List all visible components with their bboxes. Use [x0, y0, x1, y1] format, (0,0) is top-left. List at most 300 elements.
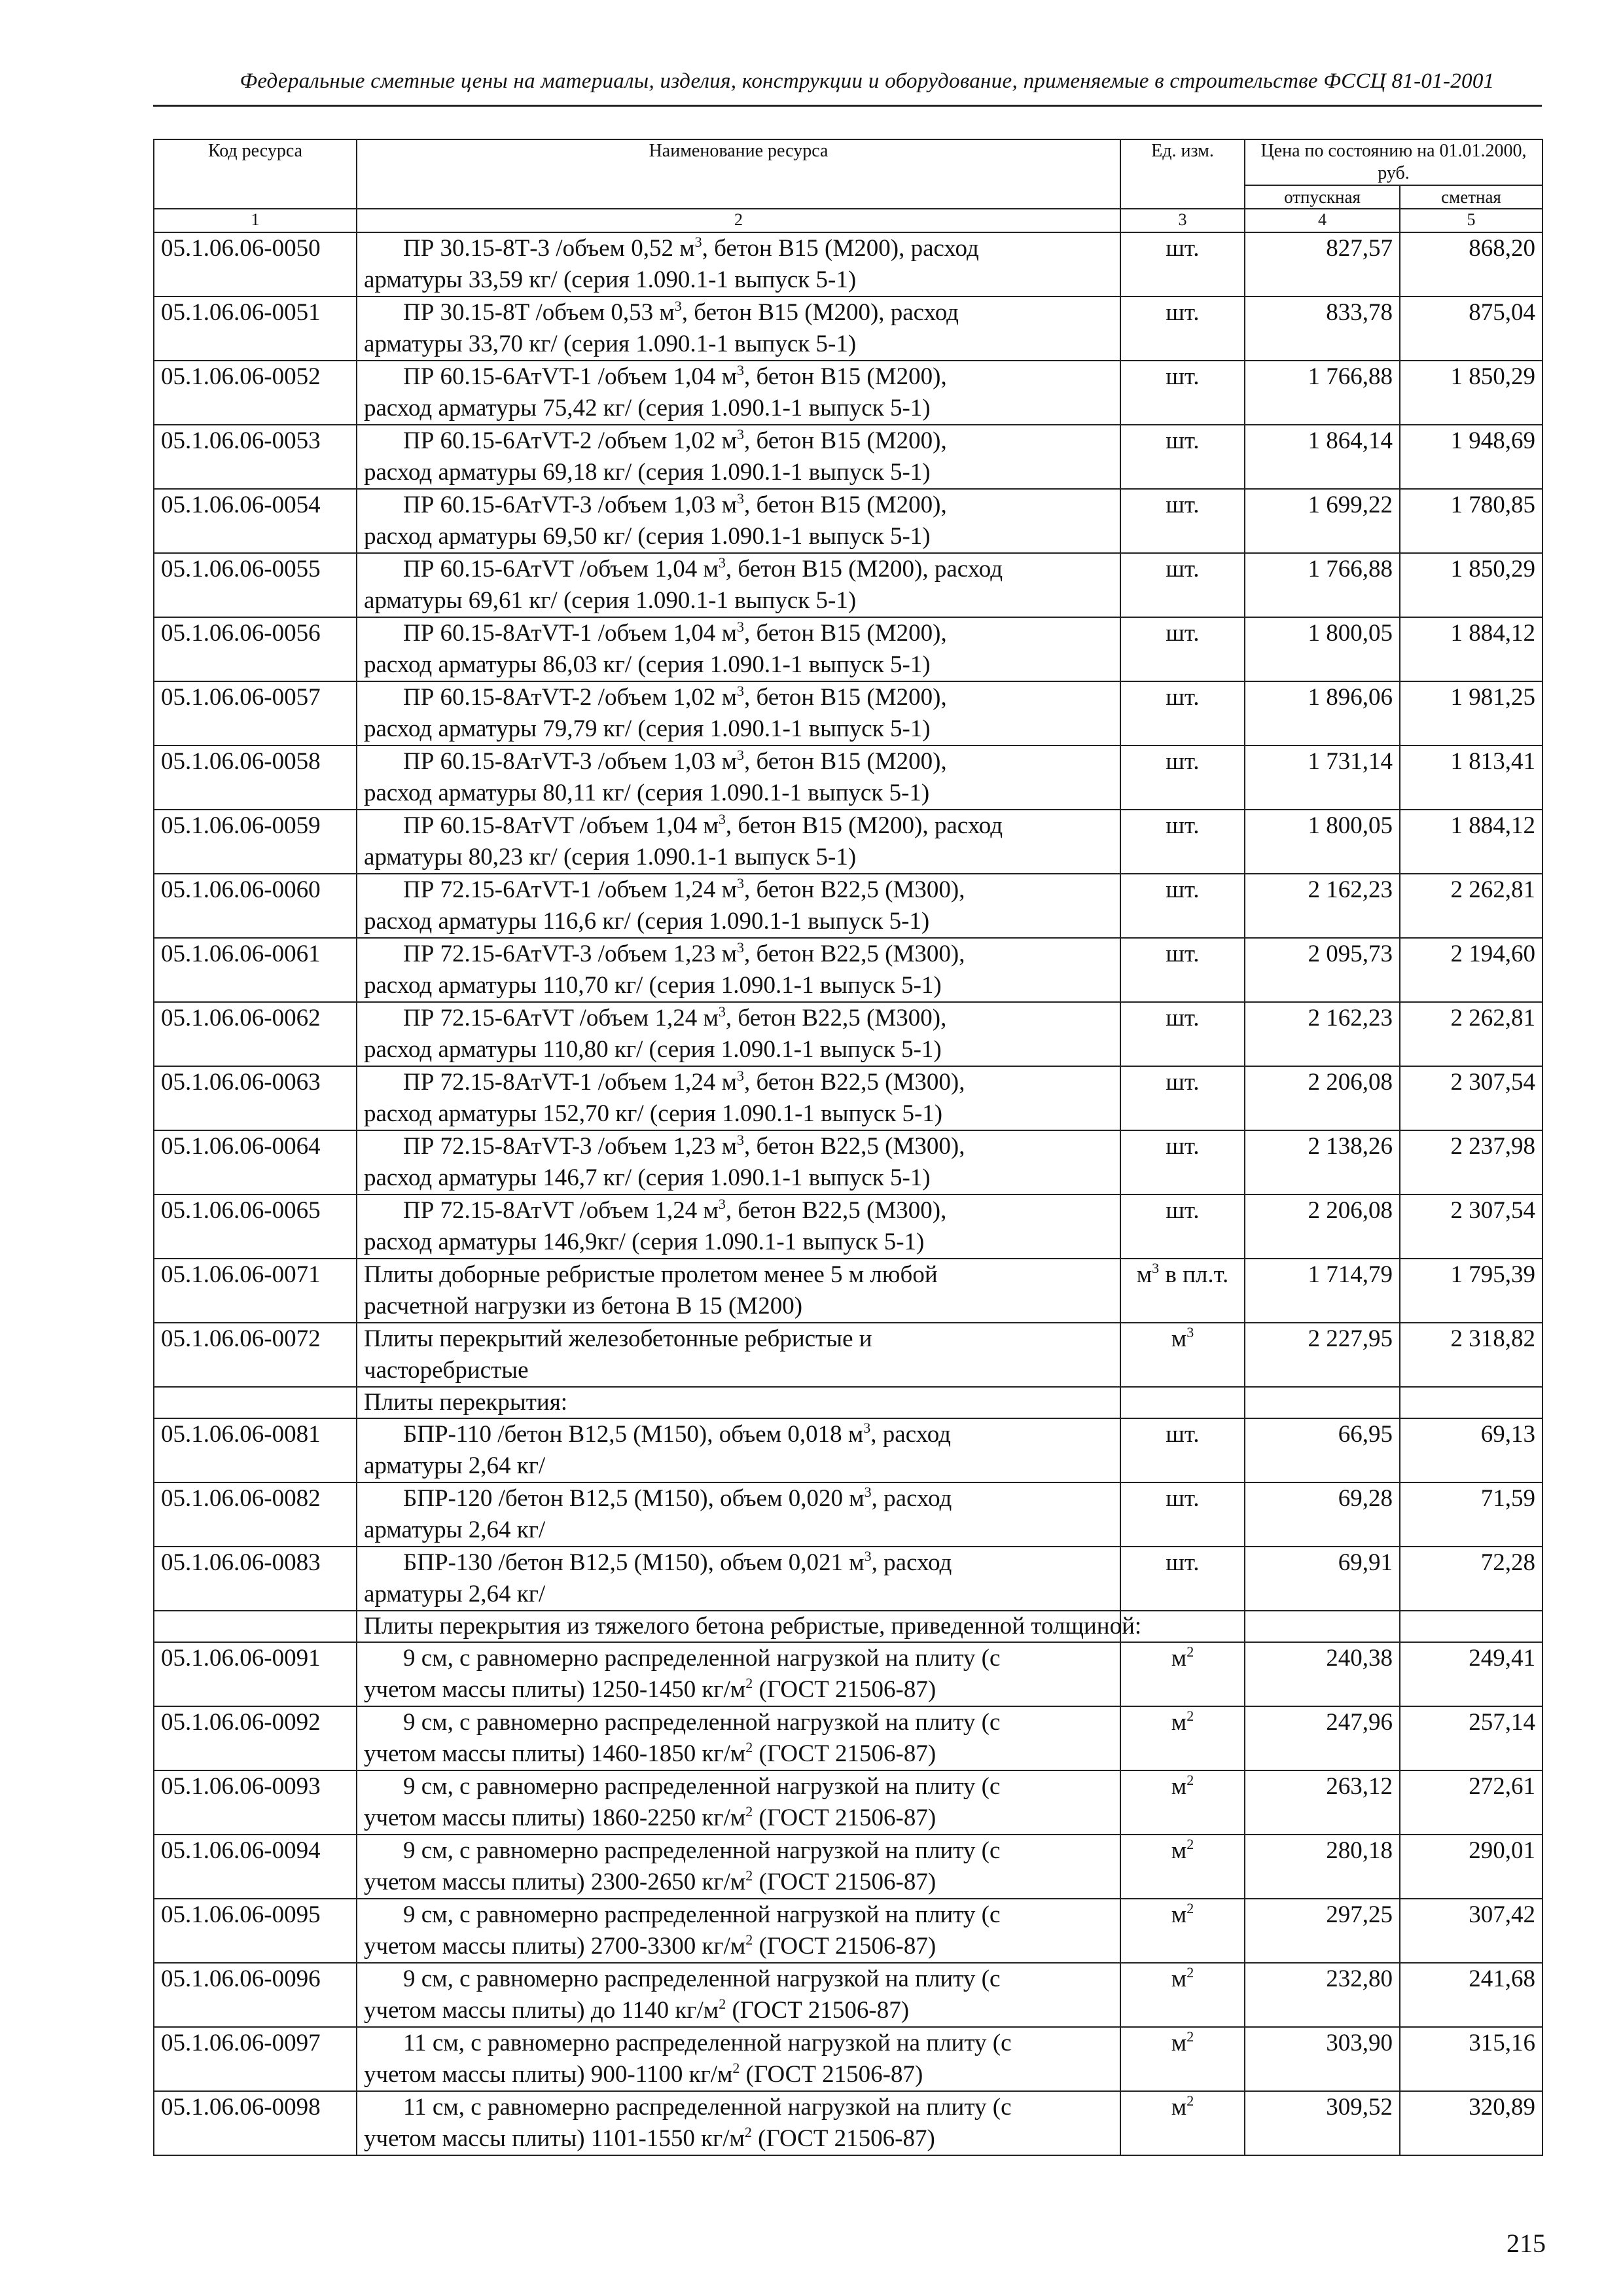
name-line2: учетом массы плиты) 2700-3300 кг/м [364, 1933, 746, 1960]
unit: м [1171, 1965, 1187, 1992]
name-line1: ПР 72.15-8АтVT /объем 1,24 м [403, 1197, 719, 1224]
group-code-empty [154, 1611, 357, 1642]
unit-superscript: 2 [1186, 1836, 1194, 1852]
name-line2: расход арматуры 116,6 кг/ (серия 1.090.1-1 выпуск 5-1) [364, 908, 930, 935]
name-line2: расход арматуры 110,80 кг/ (серия 1.090.1-1 выпуск 5-1) [364, 1036, 942, 1063]
resource-code: 05.1.06.06-0058 [154, 745, 357, 810]
table-row [154, 1130, 1543, 1194]
table-row [154, 1482, 1543, 1547]
name-line2: часторебристые [364, 1357, 529, 1384]
name-line2: расход арматуры 69,18 кг/ (серия 1.090.1-1 выпуск 5-1) [364, 459, 931, 486]
unit: шт. [1166, 492, 1200, 518]
table-row [154, 2027, 1543, 2091]
resource-name [357, 938, 1120, 1002]
resource-name [357, 874, 1120, 938]
superscript: 3 [736, 747, 744, 763]
unit-cell [1120, 810, 1245, 874]
resource-name [357, 1130, 1120, 1194]
table-row [154, 1323, 1543, 1387]
unit-cell [1120, 232, 1245, 296]
table-row [154, 489, 1543, 553]
table-row [154, 745, 1543, 810]
unit-superscript: 3 [1186, 1324, 1194, 1340]
name-line1: ПР 72.15-8АтVT-1 /объем 1,24 м [403, 1069, 737, 1096]
group-heading: Плиты перекрытия: [357, 1387, 1120, 1418]
name-line2: учетом массы плиты) 1860-2250 кг/м [364, 1804, 746, 1831]
unit-cell [1120, 1642, 1245, 1706]
column-number: 5 [1400, 209, 1543, 232]
column-number: 1 [154, 209, 357, 232]
header-estimate-price: сметная [1400, 185, 1543, 209]
name-line2: арматуры 2,64 кг/ [364, 1581, 546, 1607]
name-line2: расход арматуры 79,79 кг/ (серия 1.090.1-1 выпуск 5-1) [364, 715, 931, 742]
release-price: 263,12 [1245, 1770, 1400, 1835]
unit-superscript: 2 [1186, 2028, 1194, 2045]
group-row [154, 1611, 1543, 1642]
estimate-price: 2 237,98 [1400, 1130, 1543, 1194]
unit-cell [1120, 681, 1245, 745]
resource-name [357, 745, 1120, 810]
unit: м [1171, 1325, 1187, 1352]
release-price: 1 766,88 [1245, 361, 1400, 425]
unit: м [1171, 1901, 1187, 1928]
unit-cell [1120, 1482, 1245, 1547]
resource-name [357, 2091, 1120, 2155]
group-empty [1245, 1611, 1400, 1642]
release-price: 2 095,73 [1245, 938, 1400, 1002]
superscript: 2 [745, 1739, 753, 1755]
resource-code: 05.1.06.06-0061 [154, 938, 357, 1002]
resource-code: 05.1.06.06-0096 [154, 1963, 357, 2027]
unit-cell [1120, 1547, 1245, 1611]
name-line1: 9 см, с равномерно распределенной нагрузкой на плиту (с [403, 1645, 1001, 1672]
resource-name [357, 489, 1120, 553]
name-line2: расход арматуры 69,50 кг/ (серия 1.090.1-1 выпуск 5-1) [364, 523, 931, 550]
resource-code: 05.1.06.06-0095 [154, 1899, 357, 1963]
unit: шт. [1166, 1069, 1200, 1096]
price-table [153, 139, 1543, 2156]
estimate-price: 1 795,39 [1400, 1259, 1543, 1323]
name-line1: ПР 30.15-8Т /объем 0,53 м [403, 299, 675, 326]
estimate-price: 71,59 [1400, 1482, 1543, 1547]
group-empty [1120, 1387, 1245, 1418]
unit-superscript: 2 [1186, 1900, 1194, 1916]
release-price: 1 766,88 [1245, 553, 1400, 617]
unit: м [1171, 1709, 1187, 1736]
unit: м [1171, 2094, 1187, 2121]
table-row [154, 1899, 1543, 1963]
table-body [154, 209, 1543, 2155]
unit: шт. [1166, 620, 1200, 647]
superscript: 3 [736, 875, 744, 891]
table-row [154, 938, 1543, 1002]
name-line2: расход арматуры 86,03 кг/ (серия 1.090.1-1 выпуск 5-1) [364, 651, 931, 678]
unit: шт. [1166, 299, 1200, 326]
name-line1-rest: , бетон В22,5 (М300), [725, 1197, 947, 1224]
unit: шт. [1166, 812, 1200, 839]
release-price: 66,95 [1245, 1418, 1400, 1482]
name-line2: расход арматуры 80,11 кг/ (серия 1.090.1-1 выпуск 5-1) [364, 780, 930, 806]
estimate-price: 875,04 [1400, 296, 1543, 361]
name-line1: БПР-110 /бетон В12,5 (М150), объем 0,018 м [403, 1421, 864, 1448]
name-line2-rest: (ГОСТ 21506-87) [753, 1869, 936, 1895]
resource-code: 05.1.06.06-0054 [154, 489, 357, 553]
unit-cell [1120, 938, 1245, 1002]
name-line1-rest: , бетон В22,5 (М300), [743, 876, 965, 903]
name-line1: 9 см, с равномерно распределенной нагрузкой на плиту (с [403, 1709, 1001, 1736]
name-line1: Плиты доборные ребристые пролетом менее 5 м любой [364, 1261, 938, 1288]
resource-code: 05.1.06.06-0065 [154, 1194, 357, 1259]
estimate-price: 1 850,29 [1400, 361, 1543, 425]
name-line2: арматуры 80,23 кг/ (серия 1.090.1-1 выпуск 5-1) [364, 844, 857, 870]
name-line1-rest: , бетон В22,5 (М300), [743, 1133, 965, 1160]
name-line1-rest: , бетон В15 (М200), [743, 620, 947, 647]
estimate-price: 241,68 [1400, 1963, 1543, 2027]
unit: шт. [1166, 556, 1200, 583]
resource-name [357, 361, 1120, 425]
superscript: 3 [718, 1003, 726, 1020]
table-row [154, 681, 1543, 745]
name-line1: ПР 60.15-8АтVT-3 /объем 1,03 м [403, 748, 737, 775]
unit-cell [1120, 1706, 1245, 1770]
group-empty [1245, 1387, 1400, 1418]
estimate-price: 2 307,54 [1400, 1194, 1543, 1259]
table-row [154, 232, 1543, 296]
name-line1: ПР 60.15-6АтVT-3 /объем 1,03 м [403, 492, 737, 518]
unit-superscript: 2 [1186, 1964, 1194, 1981]
resource-code: 05.1.06.06-0059 [154, 810, 357, 874]
name-line1: ПР 30.15-8Т-3 /объем 0,52 м [403, 235, 695, 262]
estimate-price: 315,16 [1400, 2027, 1543, 2091]
release-price: 1 864,14 [1245, 425, 1400, 489]
estimate-price: 69,13 [1400, 1418, 1543, 1482]
superscript: 3 [736, 1132, 744, 1148]
unit-cell [1120, 489, 1245, 553]
unit-cell [1120, 361, 1245, 425]
unit-suffix: в пл.т. [1159, 1261, 1229, 1288]
name-line2-rest: (ГОСТ 21506-87) [740, 2061, 923, 2088]
name-line2-rest: (ГОСТ 21506-87) [753, 1740, 936, 1767]
resource-code: 05.1.06.06-0098 [154, 2091, 357, 2155]
release-price: 1 731,14 [1245, 745, 1400, 810]
name-line1: 9 см, с равномерно распределенной нагрузкой на плиту (с [403, 1965, 1001, 1992]
resource-code: 05.1.06.06-0053 [154, 425, 357, 489]
release-price: 297,25 [1245, 1899, 1400, 1963]
resource-code: 05.1.06.06-0056 [154, 617, 357, 681]
resource-code: 05.1.06.06-0050 [154, 232, 357, 296]
table-row [154, 810, 1543, 874]
name-line1-rest: , бетон В22,5 (М300), [725, 1005, 947, 1031]
unit: шт. [1166, 1421, 1200, 1448]
resource-name [357, 232, 1120, 296]
unit-cell [1120, 553, 1245, 617]
unit: м [1136, 1261, 1152, 1288]
superscript: 3 [736, 939, 744, 956]
resource-name [357, 553, 1120, 617]
unit-cell [1120, 425, 1245, 489]
table-row [154, 1770, 1543, 1835]
superscript: 3 [718, 554, 726, 571]
superscript: 3 [674, 298, 682, 314]
unit-cell [1120, 296, 1245, 361]
table-row [154, 1547, 1543, 1611]
unit: м [1171, 1645, 1187, 1672]
name-line2: учетом массы плиты) до 1140 кг/м [364, 1997, 719, 2024]
name-line2: арматуры 33,59 кг/ (серия 1.090.1-1 выпуск 5-1) [364, 266, 857, 293]
estimate-price: 1 850,29 [1400, 553, 1543, 617]
release-price: 1 699,22 [1245, 489, 1400, 553]
unit-cell [1120, 1002, 1245, 1066]
resource-code: 05.1.06.06-0072 [154, 1323, 357, 1387]
name-line2: учетом массы плиты) 2300-2650 кг/м [364, 1869, 746, 1895]
name-line1: БПР-120 /бетон В12,5 (М150), объем 0,020 м [403, 1485, 865, 1512]
name-line2-rest: (ГОСТ 21506-87) [751, 2125, 935, 2152]
group-code-empty [154, 1387, 357, 1418]
column-number: 2 [357, 209, 1120, 232]
estimate-price: 257,14 [1400, 1706, 1543, 1770]
unit: м [1171, 1837, 1187, 1864]
superscript: 3 [694, 234, 702, 250]
release-price: 280,18 [1245, 1835, 1400, 1899]
superscript: 2 [745, 1931, 753, 1948]
unit-cell [1120, 1899, 1245, 1963]
running-header: Федеральные сметные цены на материалы, изделия, конструкции и оборудование, применяемые в строительстве ФССЦ 81-01-2001 [240, 69, 1495, 93]
unit-cell [1120, 1259, 1245, 1323]
estimate-price: 1 948,69 [1400, 425, 1543, 489]
name-line1-rest: , бетон В15 (М200), расход [681, 299, 959, 326]
estimate-price: 2 262,81 [1400, 1002, 1543, 1066]
resource-name [357, 810, 1120, 874]
table-row [154, 1963, 1543, 2027]
table-row [154, 1066, 1543, 1130]
superscript: 2 [745, 1675, 753, 1691]
name-line2: учетом массы плиты) 1101-1550 кг/м [364, 2125, 745, 2152]
table-row [154, 553, 1543, 617]
resource-name [357, 1002, 1120, 1066]
name-line2: учетом массы плиты) 900-1100 кг/м [364, 2061, 733, 2088]
superscript: 2 [732, 2060, 740, 2076]
resource-name [357, 1418, 1120, 1482]
name-line1: 9 см, с равномерно распределенной нагрузкой на плиту (с [403, 1901, 1001, 1928]
table-row [154, 617, 1543, 681]
name-line2: учетом массы плиты) 1460-1850 кг/м [364, 1740, 746, 1767]
unit-superscript: 3 [1152, 1260, 1160, 1276]
superscript: 3 [736, 490, 744, 507]
unit: шт. [1166, 1005, 1200, 1031]
name-line1: ПР 60.15-8АтVT /объем 1,04 м [403, 812, 719, 839]
name-line1-rest: , расход [871, 1485, 952, 1512]
unit: шт. [1166, 876, 1200, 903]
name-line1: ПР 60.15-6АтVT /объем 1,04 м [403, 556, 719, 583]
name-line1: 11 см, с равномерно распределенной нагрузкой на плиту (с [403, 2094, 1012, 2121]
resource-code: 05.1.06.06-0062 [154, 1002, 357, 1066]
header-unit: Ед. изм. [1120, 139, 1245, 209]
group-row [154, 1387, 1543, 1418]
group-empty [1400, 1387, 1543, 1418]
unit: м [1171, 2030, 1187, 2056]
column-numbers-row [154, 209, 1543, 232]
unit-cell [1120, 745, 1245, 810]
name-line2: арматуры 2,64 кг/ [364, 1516, 546, 1543]
resource-code: 05.1.06.06-0082 [154, 1482, 357, 1547]
unit-superscript: 2 [1186, 1772, 1194, 1788]
unit: м [1171, 1773, 1187, 1800]
table-row [154, 425, 1543, 489]
resource-name [357, 1963, 1120, 2027]
resource-name [357, 1482, 1120, 1547]
table-row [154, 1706, 1543, 1770]
name-line1-rest: , расход [871, 1549, 952, 1576]
resource-code: 05.1.06.06-0060 [154, 874, 357, 938]
superscript: 3 [736, 683, 744, 699]
name-line1-rest: , бетон В15 (М200), расход [725, 556, 1003, 583]
unit: шт. [1166, 1133, 1200, 1160]
estimate-price: 320,89 [1400, 2091, 1543, 2155]
resource-code: 05.1.06.06-0081 [154, 1418, 357, 1482]
release-price: 2 206,08 [1245, 1066, 1400, 1130]
resource-code: 05.1.06.06-0057 [154, 681, 357, 745]
resource-name [357, 1547, 1120, 1611]
unit-cell [1120, 617, 1245, 681]
resource-name [357, 1899, 1120, 1963]
table-row [154, 361, 1543, 425]
column-number: 4 [1245, 209, 1400, 232]
page-number: 215 [1507, 2229, 1546, 2258]
resource-name [357, 1323, 1120, 1387]
resource-name [357, 2027, 1120, 2091]
table-row [154, 1002, 1543, 1066]
name-line2: учетом массы плиты) 1250-1450 кг/м [364, 1676, 746, 1703]
name-line2: расход арматуры 75,42 кг/ (серия 1.090.1-1 выпуск 5-1) [364, 395, 931, 422]
estimate-price: 2 262,81 [1400, 874, 1543, 938]
release-price: 247,96 [1245, 1706, 1400, 1770]
name-line1-rest: , бетон В15 (М200), [743, 492, 947, 518]
release-price: 2 227,95 [1245, 1323, 1400, 1387]
table-row [154, 296, 1543, 361]
resource-code: 05.1.06.06-0092 [154, 1706, 357, 1770]
header-rule [153, 105, 1542, 107]
unit: шт. [1166, 1485, 1200, 1512]
unit: шт. [1166, 235, 1200, 262]
unit-cell [1120, 1418, 1245, 1482]
release-price: 240,38 [1245, 1642, 1400, 1706]
name-line1: 9 см, с равномерно распределенной нагрузкой на плиту (с [403, 1837, 1001, 1864]
name-line2-rest: (ГОСТ 21506-87) [753, 1804, 936, 1831]
name-line2: расход арматуры 152,70 кг/ (серия 1.090.1-1 выпуск 5-1) [364, 1100, 943, 1127]
resource-code: 05.1.06.06-0055 [154, 553, 357, 617]
resource-code: 05.1.06.06-0063 [154, 1066, 357, 1130]
name-line1: ПР 72.15-8АтVT-3 /объем 1,23 м [403, 1133, 737, 1160]
name-line1: БПР-130 /бетон В12,5 (М150), объем 0,021 м [403, 1549, 865, 1576]
resource-name [357, 1706, 1120, 1770]
estimate-price: 1 884,12 [1400, 810, 1543, 874]
name-line1-rest: , бетон В15 (М200), [743, 427, 947, 454]
resource-name [357, 1770, 1120, 1835]
superscript: 3 [736, 362, 744, 378]
name-line1: ПР 72.15-6АтVT-3 /объем 1,23 м [403, 941, 737, 967]
resource-name [357, 1835, 1120, 1899]
unit-cell [1120, 1323, 1245, 1387]
name-line1-rest: , бетон В15 (М200), расход [702, 235, 979, 262]
release-price: 1 800,05 [1245, 617, 1400, 681]
unit-cell [1120, 874, 1245, 938]
resource-name [357, 296, 1120, 361]
superscript: 2 [744, 2124, 752, 2140]
release-price: 833,78 [1245, 296, 1400, 361]
header-release-price: отпускная [1245, 185, 1400, 209]
estimate-price: 1 813,41 [1400, 745, 1543, 810]
estimate-price: 272,61 [1400, 1770, 1543, 1835]
name-line1: ПР 60.15-6АтVT-2 /объем 1,02 м [403, 427, 737, 454]
header-code: Код ресурса [154, 139, 357, 209]
name-line2: расход арматуры 146,7 кг/ (серия 1.090.1-1 выпуск 5-1) [364, 1164, 931, 1191]
release-price: 2 162,23 [1245, 1002, 1400, 1066]
unit-superscript: 2 [1186, 2092, 1194, 2109]
resource-name [357, 1066, 1120, 1130]
estimate-price: 249,41 [1400, 1642, 1543, 1706]
resource-name [357, 681, 1120, 745]
unit-cell [1120, 2027, 1245, 2091]
release-price: 1 896,06 [1245, 681, 1400, 745]
release-price: 1 714,79 [1245, 1259, 1400, 1323]
table-row [154, 2091, 1543, 2155]
unit: шт. [1166, 427, 1200, 454]
resource-code: 05.1.06.06-0093 [154, 1770, 357, 1835]
table-row [154, 1642, 1543, 1706]
unit-cell [1120, 1835, 1245, 1899]
group-heading: Плиты перекрытия из тяжелого бетона ребристые, приведенной толщиной: [357, 1611, 1120, 1642]
table-row [154, 1418, 1543, 1482]
name-line2: арматуры 33,70 кг/ (серия 1.090.1-1 выпуск 5-1) [364, 331, 857, 357]
release-price: 827,57 [1245, 232, 1400, 296]
estimate-price: 868,20 [1400, 232, 1543, 296]
unit-cell [1120, 1770, 1245, 1835]
resource-code: 05.1.06.06-0083 [154, 1547, 357, 1611]
release-price: 1 800,05 [1245, 810, 1400, 874]
superscript: 2 [745, 1867, 753, 1884]
release-price: 2 138,26 [1245, 1130, 1400, 1194]
table-row [154, 1194, 1543, 1259]
unit-cell [1120, 1066, 1245, 1130]
resource-name [357, 425, 1120, 489]
unit-superscript: 2 [1186, 1708, 1194, 1724]
name-line2-rest: (ГОСТ 21506-87) [726, 1997, 910, 2024]
name-line1-rest: , бетон В15 (М200), [743, 363, 947, 390]
resource-code: 05.1.06.06-0051 [154, 296, 357, 361]
resource-name [357, 617, 1120, 681]
name-line1: Плиты перекрытий железобетонные ребристые и [364, 1325, 872, 1352]
estimate-price: 2 307,54 [1400, 1066, 1543, 1130]
release-price: 303,90 [1245, 2027, 1400, 2091]
name-line1-rest: , расход [870, 1421, 951, 1448]
column-number: 3 [1120, 209, 1245, 232]
superscript: 2 [745, 1803, 753, 1820]
estimate-price: 72,28 [1400, 1547, 1543, 1611]
name-line1: ПР 60.15-6АтVT-1 /объем 1,04 м [403, 363, 737, 390]
resource-code: 05.1.06.06-0064 [154, 1130, 357, 1194]
resource-name [357, 1194, 1120, 1259]
name-line1-rest: , бетон В22,5 (М300), [743, 941, 965, 967]
resource-code: 05.1.06.06-0094 [154, 1835, 357, 1899]
superscript: 3 [736, 426, 744, 442]
header-price-group: Цена по состоянию на 01.01.2000, руб. [1245, 139, 1543, 185]
name-line2-rest: (ГОСТ 21506-87) [753, 1676, 936, 1703]
unit: шт. [1166, 684, 1200, 711]
release-price: 69,91 [1245, 1547, 1400, 1611]
table-row [154, 1835, 1543, 1899]
release-price: 2 206,08 [1245, 1194, 1400, 1259]
name-line2: арматуры 69,61 кг/ (серия 1.090.1-1 выпуск 5-1) [364, 587, 857, 614]
